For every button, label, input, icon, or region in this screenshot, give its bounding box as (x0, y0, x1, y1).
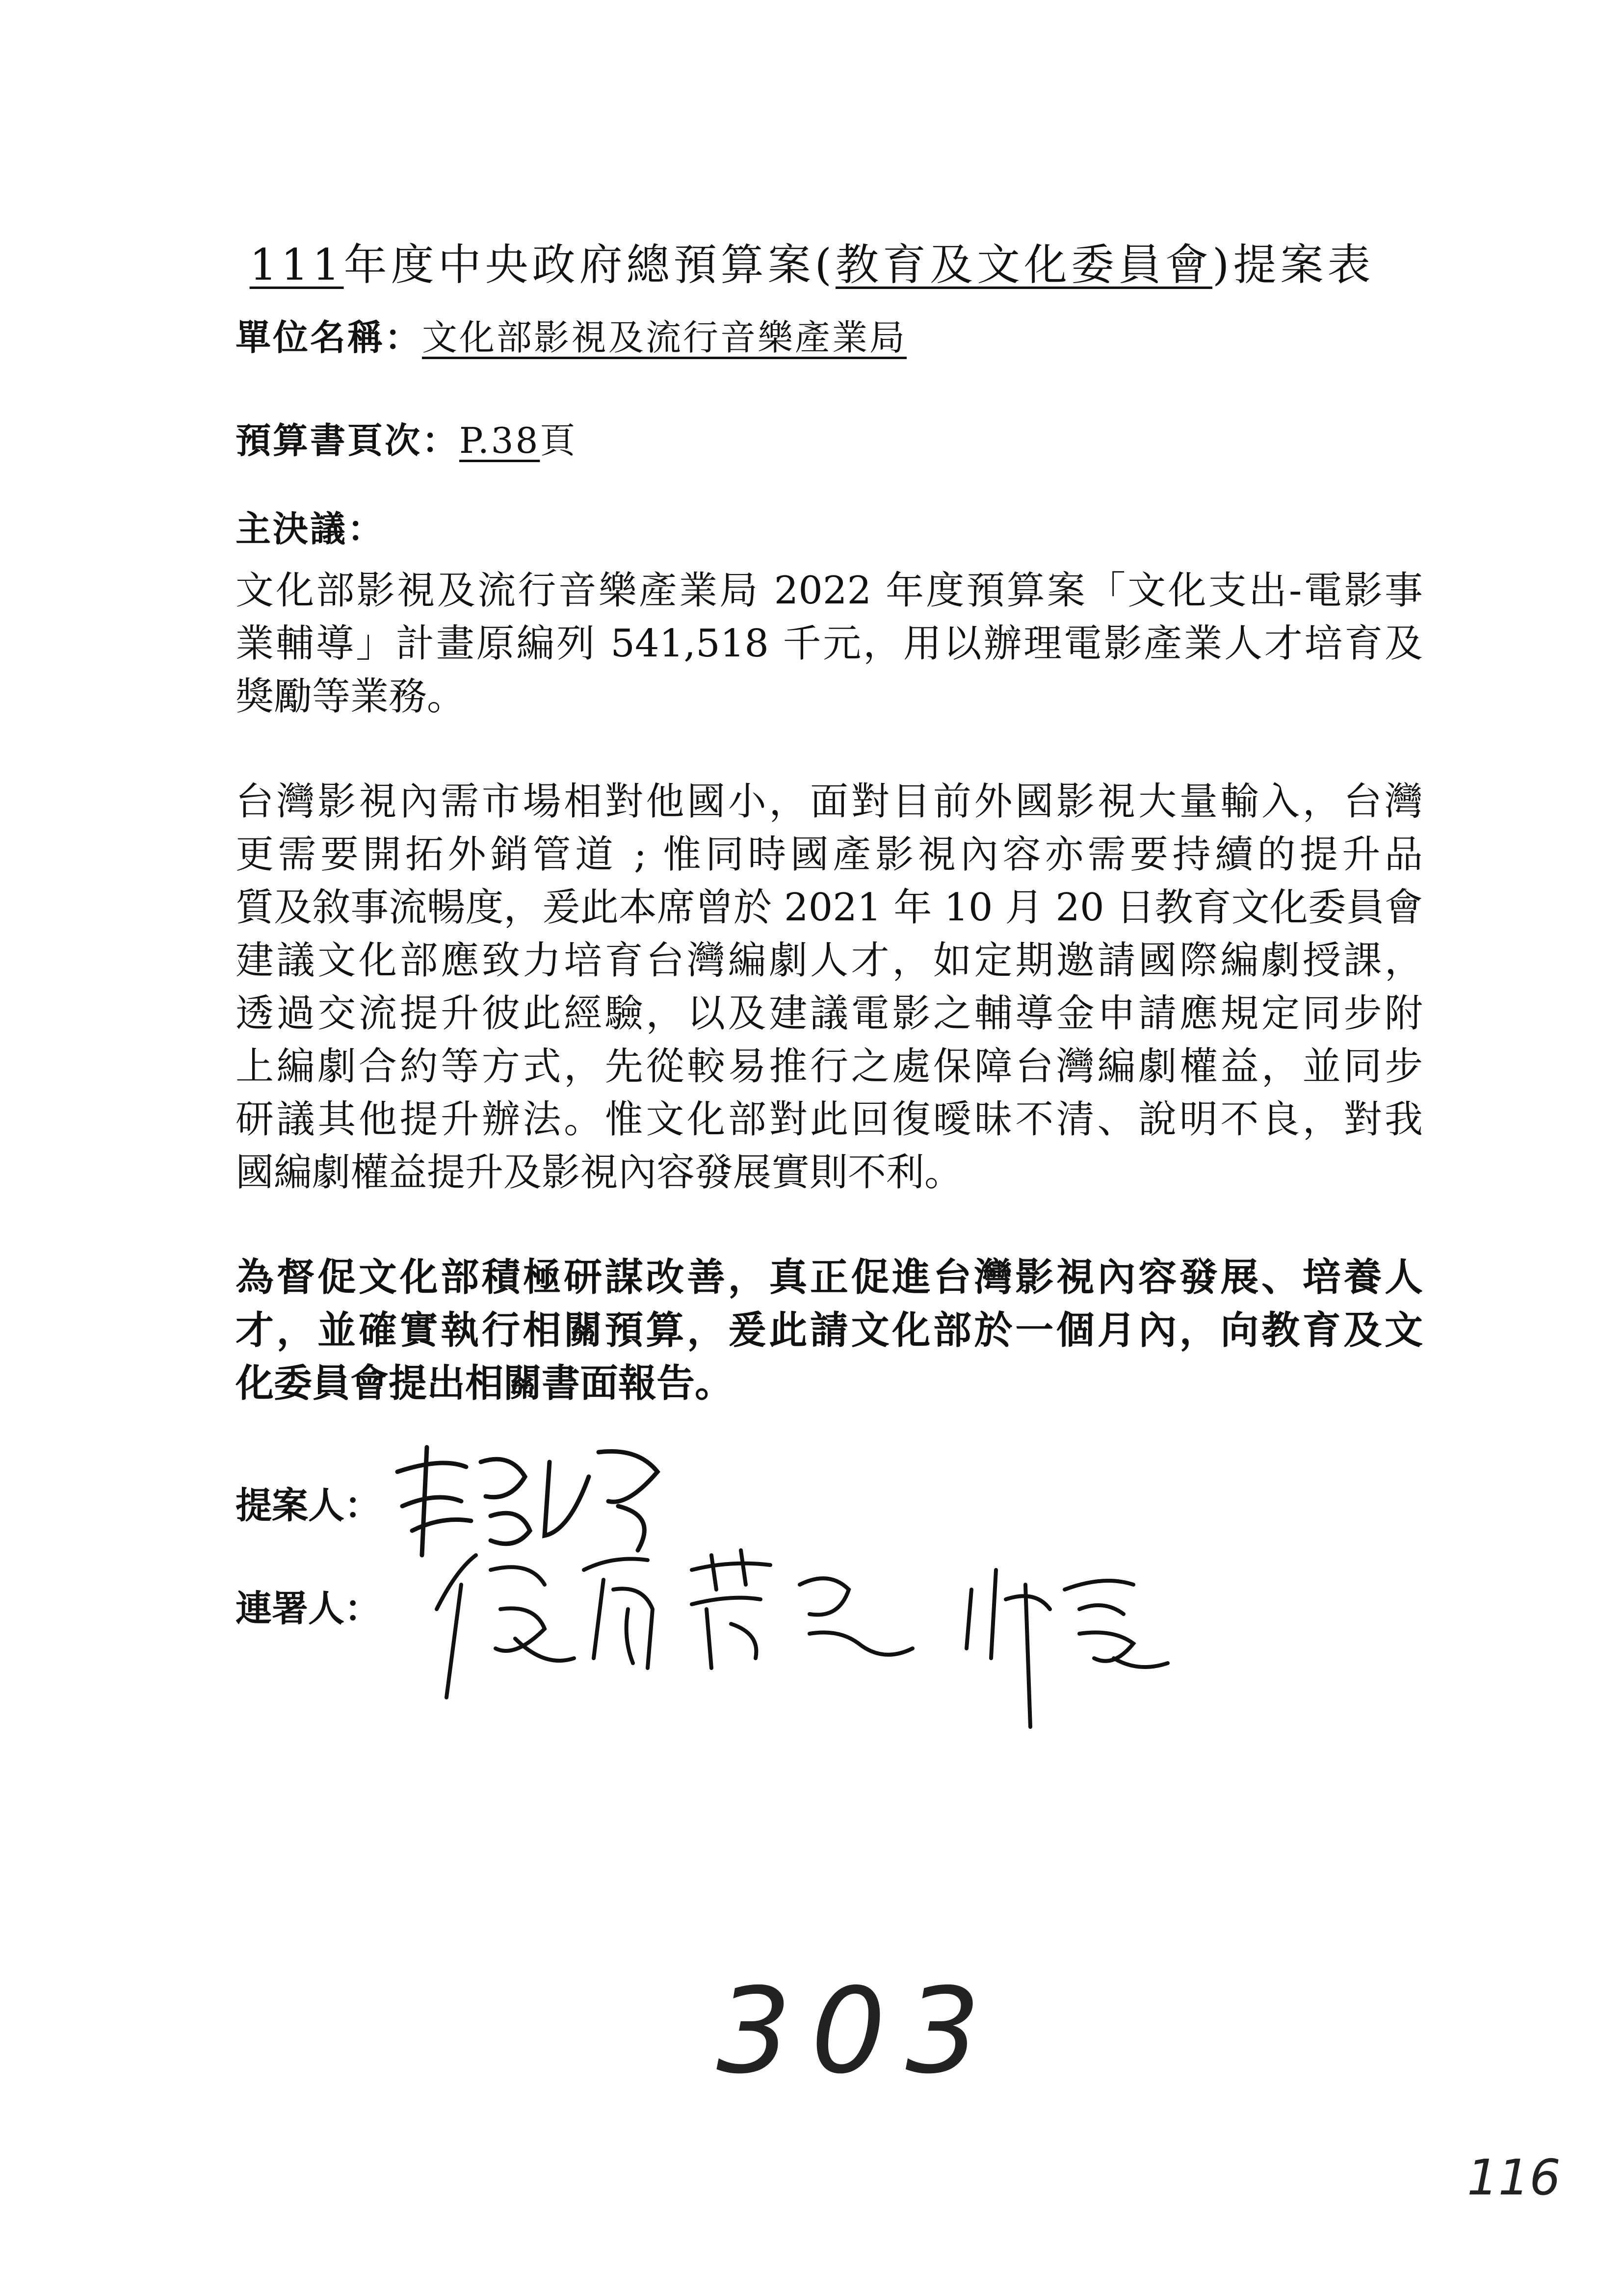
cosigner-signatures (417, 1511, 1325, 1737)
text-line: 透過交流提升彼此經驗，以及建議電影之輔導金申請應規定同步附 (236, 991, 1423, 1036)
text-line: 文化部影視及流行音樂產業局 2022 年度預算案「文化支出-電影事 (236, 569, 1423, 613)
page-number: 116 (1467, 2149, 1561, 2206)
proposer-label: 提案人： (236, 1485, 381, 1527)
budget-page-suffix: 頁 (540, 420, 577, 461)
text-line: 獎勵等業務。 (236, 675, 466, 719)
title-committee: 教育及文化委員會 (835, 239, 1212, 290)
text-line: 台灣影視內需市場相對他國小，面對目前外國影視大量輸入，台灣 (236, 780, 1423, 824)
budget-page-label: 預算書頁次： (236, 419, 460, 461)
unit-name-label: 單位名稱： (236, 316, 422, 358)
text-line: 才，並確實執行相關預算，爰此請文化部於一個月內，向教育及文 (236, 1308, 1423, 1353)
cosigner-label: 連署人： (236, 1588, 381, 1630)
text-line: 建議文化部應致力培育台灣編劇人才，如定期邀請國際編劇授課， (236, 939, 1423, 983)
budget-page-value: P.38 (459, 420, 540, 461)
text-line: 國編劇權益提升及影視內容發展實則不利。 (236, 1150, 963, 1195)
title-end: )提案表 (1212, 239, 1375, 290)
text-line: 更需要開拓外銷管道 ; 惟同時國產影視內容亦需要持續的提升品 (236, 833, 1423, 877)
paragraph-budget (236, 564, 1423, 723)
text-line: 化委員會提出相關書面報告。 (236, 1361, 733, 1406)
paragraph-request (236, 1251, 1423, 1410)
resolution-label: 主決議： (236, 508, 385, 549)
title-main: 年度中央政府總預算案( (343, 239, 836, 290)
document-title (0, 231, 1624, 292)
paragraph-background (236, 775, 1423, 1199)
text-line: 質及敘事流暢度，爰此本席曾於 2021 年 10 月 20 日教育文化委員會 (236, 886, 1423, 930)
text-line: 研議其他提升辦法。惟文化部對此回復曖昧不清、說明不良，對我 (236, 1097, 1423, 1142)
unit-name-value: 文化部影視及流行音樂產業局 (422, 317, 907, 358)
text-line: 上編劇合約等方式，先從較易推行之處保障台灣編劇權益，並同步 (236, 1044, 1423, 1089)
title-year: 111 (249, 239, 344, 290)
budget-page-field (236, 412, 577, 463)
text-line: 為督促文化部積極研謀改善，真正促進台灣影視內容發展、培養人 (236, 1255, 1423, 1300)
unit-name-field (236, 309, 907, 360)
handwritten-number: 303 (716, 1962, 1000, 2100)
text-line: 業輔導」計畫原編列 541,518 千元，用以辦理電影產業人才培育及 (236, 622, 1423, 666)
